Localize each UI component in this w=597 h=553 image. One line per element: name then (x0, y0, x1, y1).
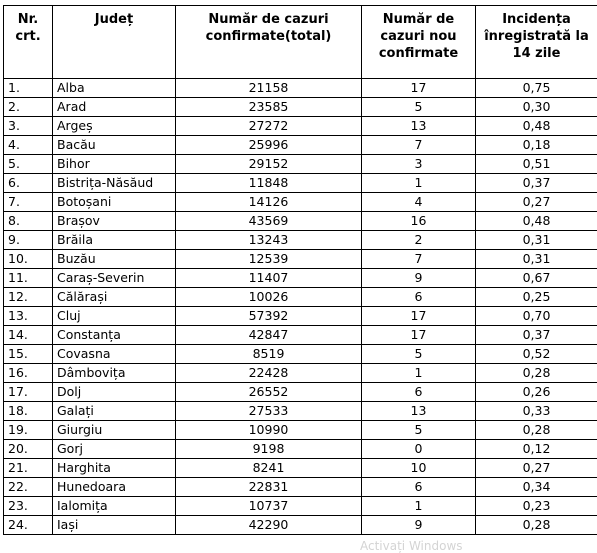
cell-new-cases: 5 (362, 98, 476, 117)
table-row (4, 155, 597, 174)
cell-nr: 24. (4, 516, 53, 535)
cell-new-cases: 16 (362, 212, 476, 231)
cell-nr: 5. (4, 155, 53, 174)
table-header (4, 6, 597, 79)
table-row (4, 364, 597, 383)
cell-new-cases: 7 (362, 250, 476, 269)
header-incidence: Incidența înregistrată la 14 zile (476, 6, 597, 79)
table-row (4, 79, 597, 98)
cell-judet: Hunedoara (53, 478, 176, 497)
table-row (4, 307, 597, 326)
covid-table-sheet (3, 5, 597, 535)
cell-total-cases: 9198 (176, 440, 362, 459)
table-row (4, 326, 597, 345)
cell-nr: 16. (4, 364, 53, 383)
cell-total-cases: 14126 (176, 193, 362, 212)
cell-judet: Dolj (53, 383, 176, 402)
cell-nr: 3. (4, 117, 53, 136)
cell-incidence: 0,18 (476, 136, 597, 155)
cell-nr: 12. (4, 288, 53, 307)
cell-new-cases: 5 (362, 345, 476, 364)
cell-total-cases: 42290 (176, 516, 362, 535)
cell-nr: 7. (4, 193, 53, 212)
cell-total-cases: 22831 (176, 478, 362, 497)
cell-incidence: 0,23 (476, 497, 597, 516)
table-row (4, 193, 597, 212)
cell-total-cases: 10737 (176, 497, 362, 516)
header-new-cases: Număr de cazuri nou confirmate (362, 6, 476, 79)
cell-incidence: 0,25 (476, 288, 597, 307)
cell-nr: 22. (4, 478, 53, 497)
cell-nr: 4. (4, 136, 53, 155)
cell-incidence: 0,27 (476, 193, 597, 212)
table-row (4, 174, 597, 193)
cell-judet: Brăila (53, 231, 176, 250)
cell-nr: 6. (4, 174, 53, 193)
table-row (4, 250, 597, 269)
cell-new-cases: 13 (362, 117, 476, 136)
cell-new-cases: 17 (362, 79, 476, 98)
cell-new-cases: 1 (362, 497, 476, 516)
cell-incidence: 0,37 (476, 326, 597, 345)
header-nr: Nr. crt. (4, 6, 53, 79)
cell-incidence: 0,12 (476, 440, 597, 459)
cell-new-cases: 10 (362, 459, 476, 478)
cell-total-cases: 10026 (176, 288, 362, 307)
cell-judet: Caraș-Severin (53, 269, 176, 288)
cell-nr: 2. (4, 98, 53, 117)
cell-nr: 9. (4, 231, 53, 250)
cell-judet: Ialomița (53, 497, 176, 516)
cell-judet: Covasna (53, 345, 176, 364)
cell-nr: 23. (4, 497, 53, 516)
cell-incidence: 0,70 (476, 307, 597, 326)
table-row (4, 383, 597, 402)
cell-judet: Brașov (53, 212, 176, 231)
cell-judet: Bistrița-Năsăud (53, 174, 176, 193)
table-row (4, 212, 597, 231)
table-row (4, 98, 597, 117)
cell-incidence: 0,37 (476, 174, 597, 193)
cell-total-cases: 27533 (176, 402, 362, 421)
cell-nr: 18. (4, 402, 53, 421)
cell-judet: Galați (53, 402, 176, 421)
cell-total-cases: 42847 (176, 326, 362, 345)
table-row (4, 345, 597, 364)
cell-new-cases: 17 (362, 307, 476, 326)
cell-new-cases: 3 (362, 155, 476, 174)
table-row (4, 402, 597, 421)
table-row (4, 459, 597, 478)
cell-incidence: 0,27 (476, 459, 597, 478)
cell-new-cases: 9 (362, 516, 476, 535)
cell-nr: 8. (4, 212, 53, 231)
table-row (4, 117, 597, 136)
cell-incidence: 0,30 (476, 98, 597, 117)
table-row (4, 269, 597, 288)
cell-judet: Buzău (53, 250, 176, 269)
cell-total-cases: 21158 (176, 79, 362, 98)
cell-new-cases: 0 (362, 440, 476, 459)
cell-nr: 19. (4, 421, 53, 440)
cell-total-cases: 22428 (176, 364, 362, 383)
cell-nr: 1. (4, 79, 53, 98)
cell-nr: 17. (4, 383, 53, 402)
cell-incidence: 0,34 (476, 478, 597, 497)
cell-incidence: 0,75 (476, 79, 597, 98)
table-row (4, 497, 597, 516)
cell-judet: Argeș (53, 117, 176, 136)
header-row (4, 6, 597, 79)
cell-judet: Călărași (53, 288, 176, 307)
cell-judet: Iași (53, 516, 176, 535)
cell-judet: Gorj (53, 440, 176, 459)
header-judet: Județ (53, 6, 176, 79)
cell-nr: 21. (4, 459, 53, 478)
cell-incidence: 0,28 (476, 421, 597, 440)
cell-total-cases: 8241 (176, 459, 362, 478)
cell-new-cases: 1 (362, 364, 476, 383)
cell-judet: Arad (53, 98, 176, 117)
cell-total-cases: 25996 (176, 136, 362, 155)
cell-judet: Alba (53, 79, 176, 98)
cell-nr: 14. (4, 326, 53, 345)
table-row (4, 231, 597, 250)
cell-incidence: 0,48 (476, 117, 597, 136)
cell-incidence: 0,51 (476, 155, 597, 174)
cell-new-cases: 5 (362, 421, 476, 440)
cell-total-cases: 11848 (176, 174, 362, 193)
cell-nr: 20. (4, 440, 53, 459)
cell-incidence: 0,28 (476, 364, 597, 383)
table-row (4, 478, 597, 497)
cell-total-cases: 57392 (176, 307, 362, 326)
cell-incidence: 0,31 (476, 250, 597, 269)
cell-new-cases: 17 (362, 326, 476, 345)
cell-judet: Cluj (53, 307, 176, 326)
cell-new-cases: 6 (362, 288, 476, 307)
header-total-cases: Număr de cazuri confirmate(total) (176, 6, 362, 79)
covid-cases-table (3, 5, 597, 535)
cell-total-cases: 13243 (176, 231, 362, 250)
cell-nr: 11. (4, 269, 53, 288)
cell-incidence: 0,28 (476, 516, 597, 535)
cell-total-cases: 12539 (176, 250, 362, 269)
cell-judet: Bacău (53, 136, 176, 155)
cell-new-cases: 1 (362, 174, 476, 193)
table-row (4, 288, 597, 307)
cell-total-cases: 27272 (176, 117, 362, 136)
cell-total-cases: 23585 (176, 98, 362, 117)
table-row (4, 421, 597, 440)
cell-nr: 10. (4, 250, 53, 269)
cell-new-cases: 9 (362, 269, 476, 288)
table-row (4, 516, 597, 535)
cell-judet: Botoșani (53, 193, 176, 212)
cell-total-cases: 11407 (176, 269, 362, 288)
cell-new-cases: 4 (362, 193, 476, 212)
cell-judet: Constanța (53, 326, 176, 345)
table-row (4, 440, 597, 459)
cell-new-cases: 6 (362, 383, 476, 402)
table-body (4, 79, 597, 535)
cell-incidence: 0,48 (476, 212, 597, 231)
cell-judet: Bihor (53, 155, 176, 174)
cell-total-cases: 8519 (176, 345, 362, 364)
cell-total-cases: 43569 (176, 212, 362, 231)
cell-total-cases: 10990 (176, 421, 362, 440)
cell-incidence: 0,33 (476, 402, 597, 421)
table-row (4, 136, 597, 155)
cell-new-cases: 6 (362, 478, 476, 497)
cell-incidence: 0,52 (476, 345, 597, 364)
cell-nr: 15. (4, 345, 53, 364)
cell-new-cases: 2 (362, 231, 476, 250)
cell-judet: Harghita (53, 459, 176, 478)
cell-new-cases: 13 (362, 402, 476, 421)
cell-total-cases: 26552 (176, 383, 362, 402)
windows-activation-watermark: Activați Windows (360, 539, 463, 553)
cell-judet: Dâmbovița (53, 364, 176, 383)
cell-incidence: 0,31 (476, 231, 597, 250)
cell-new-cases: 7 (362, 136, 476, 155)
cell-nr: 13. (4, 307, 53, 326)
cell-judet: Giurgiu (53, 421, 176, 440)
cell-total-cases: 29152 (176, 155, 362, 174)
cell-incidence: 0,26 (476, 383, 597, 402)
cell-incidence: 0,67 (476, 269, 597, 288)
